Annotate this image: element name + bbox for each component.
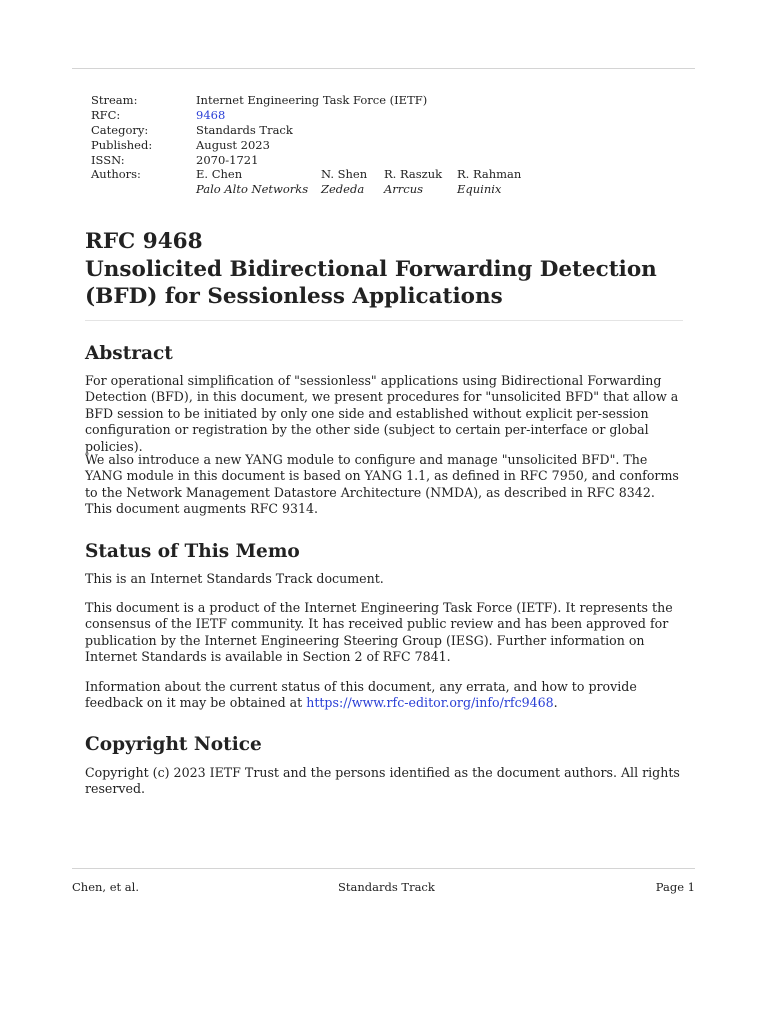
footer-category: Standards Track [338,880,435,894]
status-paragraph: This is an Internet Standards Track document. [85,571,384,586]
meta-published-label: Published: [91,137,153,152]
footer-page-number: Page 1 [655,880,695,894]
meta-issn-row [91,153,427,168]
title-line: Unsolicited Bidirectional Forwarding Detection [85,256,657,282]
meta-category-value: Standards Track [196,122,293,137]
copyright-paragraph: Copyright (c) 2023 IETF Trust and the persons identified as the document authors. All rights reserved. [85,765,680,797]
meta-stream-label: Stream: [91,93,138,107]
meta-published-value: August 2023 [196,137,270,152]
rfc-editor-info-link[interactable]: https://www.rfc-editor.org/info/rfc9468 [306,695,554,711]
author-entry [457,167,521,197]
copyright-heading: Copyright Notice [85,734,262,755]
meta-category-row [91,123,427,138]
footer-divider [72,868,695,869]
status-paragraph: This document is a product of the Internet Engineering Task Force (IETF). It represents the consensus of the IETF community. It has received public review and has been approved for publication by the Internet Engineering Steering Group (IESG). Further information on Internet Standards is available in Section 2 of RFC 7841. [85,600,673,665]
author-entry [384,167,442,197]
meta-issn-value: 2070-1721 [196,152,259,167]
meta-rfc-label: RFC: [91,107,121,122]
abstract-paragraph: For operational simplification of "sessionless" applications using Bidirectional Forwarding Detection (BFD), in this document, we present procedures for "unsolicited BFD" that allow a BFD session to be initiated by only one side and established without explicit per-session configuration or registration by the other side (subject to certain per-interface or global policies). [85,373,679,454]
author-name: E. Chen [196,167,243,182]
status-heading: Status of This Memo [85,541,300,562]
meta-category-label: Category: [91,122,149,137]
author-org: Arrcus [384,182,424,197]
top-divider [72,68,695,69]
author-entry [196,167,308,197]
status-info-text: Information about the current status of this document, any errata, and how to provide feedback on it may be obtained at [85,679,637,711]
author-org: Equinix [457,182,502,197]
status-info-period: . [553,695,558,711]
abstract-paragraph: We also introduce a new YANG module to configure and manage "unsolicited BFD". The YANG module in this document is based on YANG 1.1, as defined in RFC 7950, and conforms to the Network Management Datastore Architecture (NMDA), as described in RFC 8342. This document augments RFC 9314. [85,452,679,517]
author-org: Palo Alto Networks [196,182,309,197]
meta-stream-row [91,93,427,108]
author-name: R. Raszuk [384,167,443,182]
meta-authors-label: Authors: [91,167,141,182]
page-footer [72,880,695,896]
author-entry [321,167,367,197]
title-rfc-number: RFC 9468 [85,229,203,254]
document-title [85,228,685,311]
status-paragraph [85,679,685,712]
rfc-number-link[interactable]: 9468 [196,107,226,122]
title-divider [85,320,683,321]
title-line: (BFD) for Sessionless Applications [85,284,503,309]
author-name: N. Shen [321,167,368,182]
meta-rfc-row [91,108,427,123]
abstract-heading: Abstract [85,343,173,364]
meta-issn-label: ISSN: [91,152,125,167]
author-org: Zededa [321,182,365,197]
document-metadata [91,93,522,197]
meta-stream-value: Internet Engineering Task Force (IETF) [196,93,428,107]
meta-published-row [91,138,427,153]
author-name: R. Rahman [457,167,522,182]
footer-authors: Chen, et al. [72,880,140,894]
